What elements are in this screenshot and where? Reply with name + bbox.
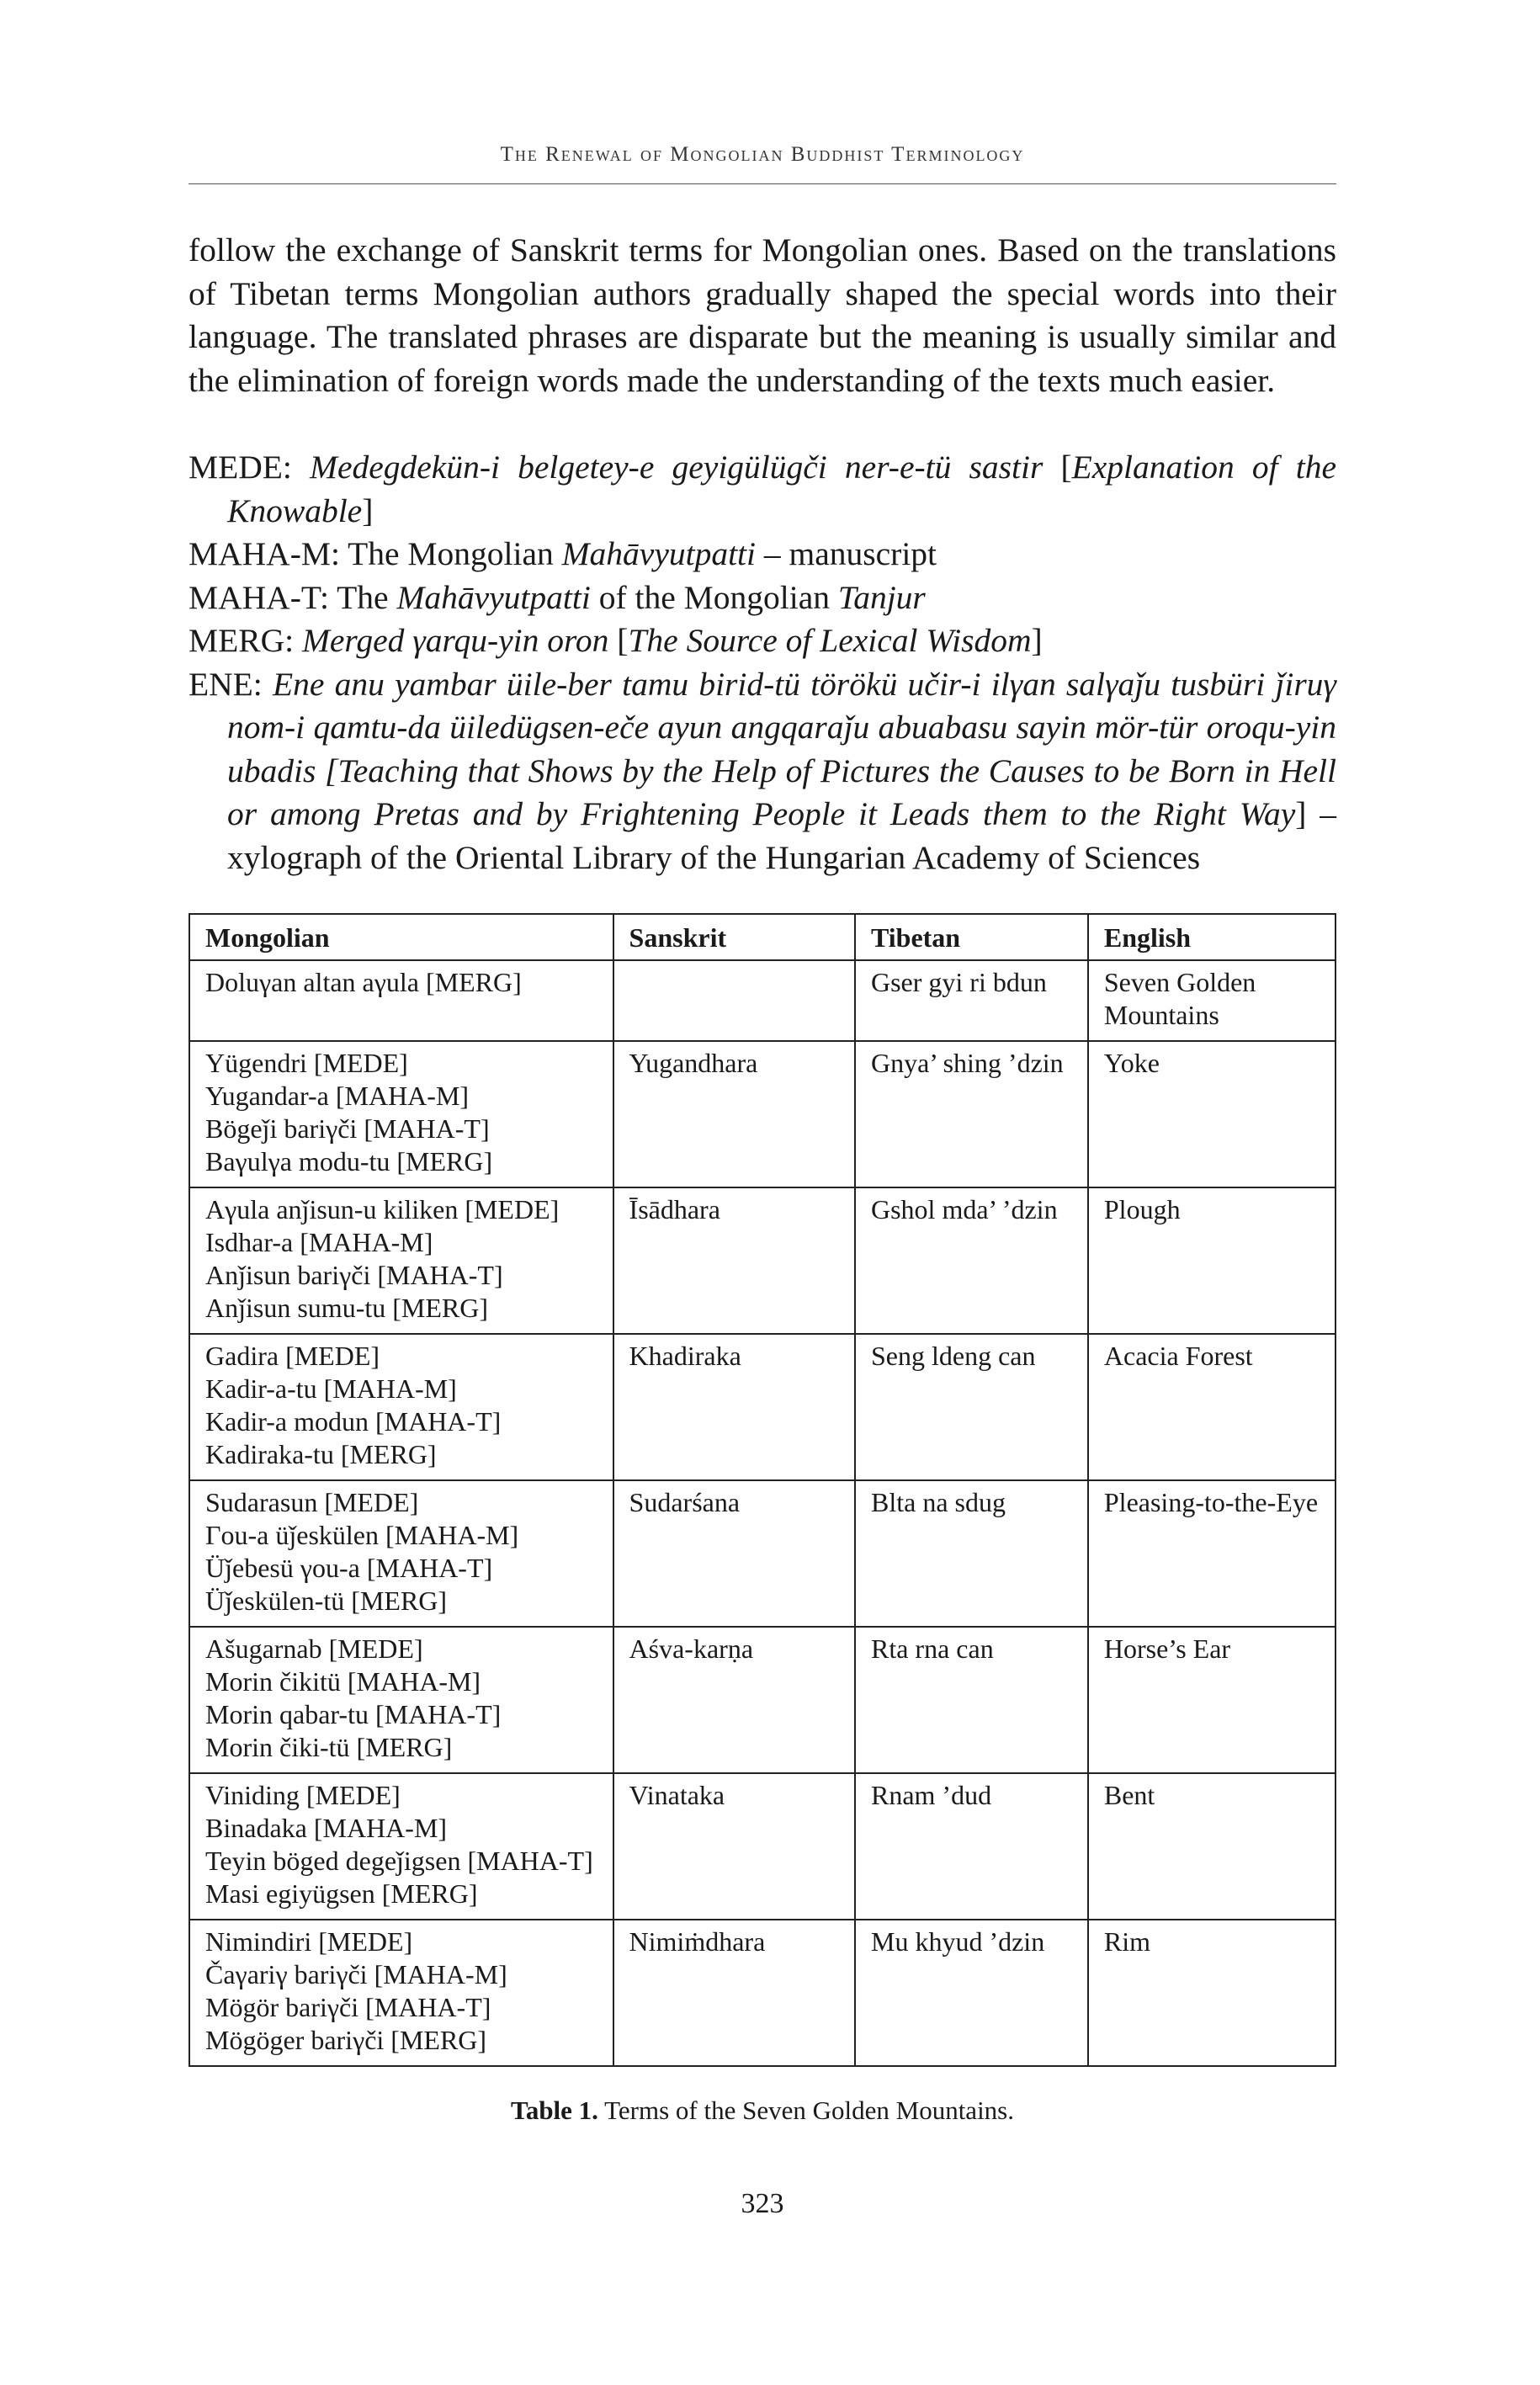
abbreviation-maha-t xyxy=(189,576,1336,620)
cell-sanskrit: Aśva-karṇa xyxy=(613,1627,855,1773)
source-title: Merged γarqu-yin oron xyxy=(301,622,609,659)
source-pre: The xyxy=(337,578,389,616)
cell-mongolian xyxy=(189,1627,613,1773)
header-tibetan: Tibetan xyxy=(855,914,1088,960)
mongolian-term: Yügendri [MEDE] xyxy=(205,1048,408,1078)
abbreviation-ene: ENE: Ene anu yambar üile-ber tamu birid-tü törökü učir-i ilγan salγaǰu tusbüri ǰiruγ nom-i qamtu-da üiledügsen-eče ayun angqaraǰu abuabasu sayin mör-tür oroqu-yin ubadis [Teaching that Shows by the Help of Pictures the Causes to be Born in Hell or among Pretas and by Frightening People it Leads them to the Right Way] – xylograph of the Oriental Library of the Hungarian Academy of Sciences xyxy=(189,665,1337,876)
cell-tibetan: Gser gyi ri bdun xyxy=(855,960,1088,1041)
caption-label: Table 1. xyxy=(510,2096,598,2125)
mongolian-term: Sudarasun [MEDE] xyxy=(205,1487,419,1517)
cell-mongolian xyxy=(189,960,613,1041)
source-post: – manuscript xyxy=(763,535,937,572)
mongolian-term: Morin qabar-tu [MAHA-T] xyxy=(205,1699,502,1729)
header-sanskrit: Sanskrit xyxy=(613,914,855,960)
running-header: The Renewal of Mongolian Buddhist Terminology xyxy=(500,143,1025,166)
cell-sanskrit: Nimiṁdhara xyxy=(613,1920,855,2066)
abbreviation-mede: MEDE: Medegdekün-i belgetey-e geyigülügči ner-e-tü sastir [Explanation of the Knowable] xyxy=(189,449,1337,529)
mongolian-term: Gadira [MEDE] xyxy=(205,1341,380,1371)
mongolian-term: Doluγan altan aγula [MERG] xyxy=(205,967,522,997)
source-title: Mahāvyutpatti xyxy=(561,535,757,572)
cell-english: Rim xyxy=(1088,1920,1336,2066)
page-number: 323 xyxy=(741,2188,784,2219)
mongolian-term: Yugandar-a [MAHA-M] xyxy=(205,1081,470,1111)
table-body xyxy=(189,960,1336,2066)
cell-mongolian xyxy=(189,1920,613,2066)
source-translation: Teaching that Shows by the Help of Pictures the Causes to be Born in Hell or among Pretas and by Frightening People it Leads them to the Right Way xyxy=(227,752,1336,832)
table-row xyxy=(189,1773,1336,1920)
cell-mongolian xyxy=(189,1187,613,1334)
cell-english: Acacia Forest xyxy=(1088,1334,1336,1480)
cell-tibetan: Mu khyud ’dzin xyxy=(855,1920,1088,2066)
mongolian-term: Morin čikitü [MAHA-M] xyxy=(205,1666,481,1697)
table-row xyxy=(189,960,1336,1041)
cell-english: Yoke xyxy=(1088,1041,1336,1187)
abbr-label: MAHA-T: xyxy=(189,578,329,616)
cell-english: Pleasing-to-the-Eye xyxy=(1088,1480,1336,1627)
abbreviation-list xyxy=(189,446,1336,879)
cell-tibetan: Blta na sdug xyxy=(855,1480,1088,1627)
cell-tibetan: Rta rna can xyxy=(855,1627,1088,1773)
mongolian-term: Binadaka [MAHA-M] xyxy=(205,1813,448,1843)
body-paragraph: follow the exchange of Sanskrit terms for Mongolian ones. Based on the translations of Tibetan terms Mongolian authors gradually shaped the special words into their language. The translated phrases are disparate but the meaning is usually similar and the elimination of foreign words made the understanding of the texts much easier. xyxy=(189,231,1336,399)
mongolian-term: Üǰebesü γou-a [MAHA-T] xyxy=(205,1553,493,1583)
caption-text: Terms of the Seven Golden Mountains. xyxy=(604,2096,1014,2125)
mongolian-term: Bögeǰi bariγči [MAHA-T] xyxy=(205,1113,490,1144)
cell-sanskrit: Yugandhara xyxy=(613,1041,855,1187)
mongolian-term: Čaγariγ bariγči [MAHA-M] xyxy=(205,1959,507,1989)
mongolian-term: Anǰisun bariγči [MAHA-T] xyxy=(205,1260,503,1290)
cell-english: Bent xyxy=(1088,1773,1336,1920)
header-english: English xyxy=(1088,914,1336,960)
source-translation: The Source of Lexical Wisdom xyxy=(628,622,1032,659)
terms-table xyxy=(189,913,1336,2067)
cell-sanskrit xyxy=(613,960,855,1041)
mongolian-term: Masi egiyügsen [MERG] xyxy=(205,1878,478,1909)
mongolian-term: Mögör bariγči [MAHA-T] xyxy=(205,1992,491,2022)
table-row xyxy=(189,1480,1336,1627)
table-row xyxy=(189,1334,1336,1480)
mongolian-term: Mögöger bariγči [MERG] xyxy=(205,2025,487,2055)
cell-sanskrit: Khadiraka xyxy=(613,1334,855,1480)
mongolian-term: Teyin böged degeǰigsen [MAHA-T] xyxy=(205,1846,593,1876)
table-row xyxy=(189,1627,1336,1773)
cell-mongolian xyxy=(189,1334,613,1480)
mongolian-term: Aγula anǰisun-u kiliken [MEDE] xyxy=(205,1194,560,1224)
cell-english: Horse’s Ear xyxy=(1088,1627,1336,1773)
source-title: Mahāvyutpatti xyxy=(396,578,591,616)
cell-tibetan: Seng ldeng can xyxy=(855,1334,1088,1480)
mongolian-term: Γou-a üǰeskülen [MAHA-M] xyxy=(205,1520,519,1550)
table-row xyxy=(189,1187,1336,1334)
cell-sanskrit: Vinataka xyxy=(613,1773,855,1920)
table-row xyxy=(189,1041,1336,1187)
cell-mongolian xyxy=(189,1480,613,1627)
source-title-2: Tanjur xyxy=(837,578,926,616)
abbr-label: MEDE: xyxy=(189,449,292,486)
mongolian-term: Kadiraka-tu [MERG] xyxy=(205,1439,437,1469)
cell-tibetan: Gshol mda’ ’dzin xyxy=(855,1187,1088,1334)
mongolian-term: Baγulγa modu-tu [MERG] xyxy=(205,1146,493,1177)
header-mongolian: Mongolian xyxy=(189,914,613,960)
header-rule xyxy=(189,183,1336,184)
cell-mongolian xyxy=(189,1773,613,1920)
cell-sanskrit: Īsādhara xyxy=(613,1187,855,1334)
cell-english: Seven Golden Mountains xyxy=(1088,960,1336,1041)
cell-sanskrit: Sudarśana xyxy=(613,1480,855,1627)
table-caption xyxy=(189,2096,1336,2126)
table-row xyxy=(189,1920,1336,2066)
mongolian-term: Ašugarnab [MEDE] xyxy=(205,1633,423,1664)
abbr-label: ENE: xyxy=(189,665,263,703)
mongolian-term: Kadir-a-tu [MAHA-M] xyxy=(205,1373,457,1404)
abbreviation-merg: MERG: Merged γarqu-yin oron [The Source of Lexical Wisdom] xyxy=(189,622,1043,659)
source-title: Medegdekün-i belgetey-e geyigülügči ner-e-tü sastir xyxy=(310,449,1043,486)
mongolian-term: Isdhar-a [MAHA-M] xyxy=(205,1227,433,1257)
cell-tibetan: Gnya’ shing ’dzin xyxy=(855,1041,1088,1187)
cell-mongolian xyxy=(189,1041,613,1187)
source-pre: The Mongolian xyxy=(348,535,554,572)
source-post: – xylograph of the Oriental Library of the Hungarian Academy of Sciences xyxy=(227,795,1337,876)
source-translation: Explanation of the Knowable xyxy=(227,449,1337,529)
mongolian-term: Morin čiki-tü [MERG] xyxy=(205,1732,453,1762)
table-header-row xyxy=(189,914,1336,960)
source-mid: of the Mongolian xyxy=(598,578,830,616)
cell-english: Plough xyxy=(1088,1187,1336,1334)
mongolian-term: Nimindiri [MEDE] xyxy=(205,1926,413,1957)
mongolian-term: Viniding [MEDE] xyxy=(205,1780,401,1810)
mongolian-term: Anǰisun sumu-tu [MERG] xyxy=(205,1293,488,1323)
abbr-label: MERG: xyxy=(189,622,295,659)
abbr-label: MAHA-M: xyxy=(189,535,340,572)
mongolian-term: Üǰeskülen-tü [MERG] xyxy=(205,1586,448,1616)
mongolian-term: Kadir-a modun [MAHA-T] xyxy=(205,1406,502,1437)
cell-tibetan: Rnam ’dud xyxy=(855,1773,1088,1920)
abbreviation-maha-m xyxy=(189,533,1336,576)
source-title: Ene anu yambar üile-ber tamu birid-tü törökü učir-i ilγan salγaǰu tusbüri ǰiruγ nom-i qamtu-da üiledügsen-eče ayun angqaraǰu abuabasu sayin mör-tür oroqu-yin ubadis xyxy=(227,665,1336,789)
